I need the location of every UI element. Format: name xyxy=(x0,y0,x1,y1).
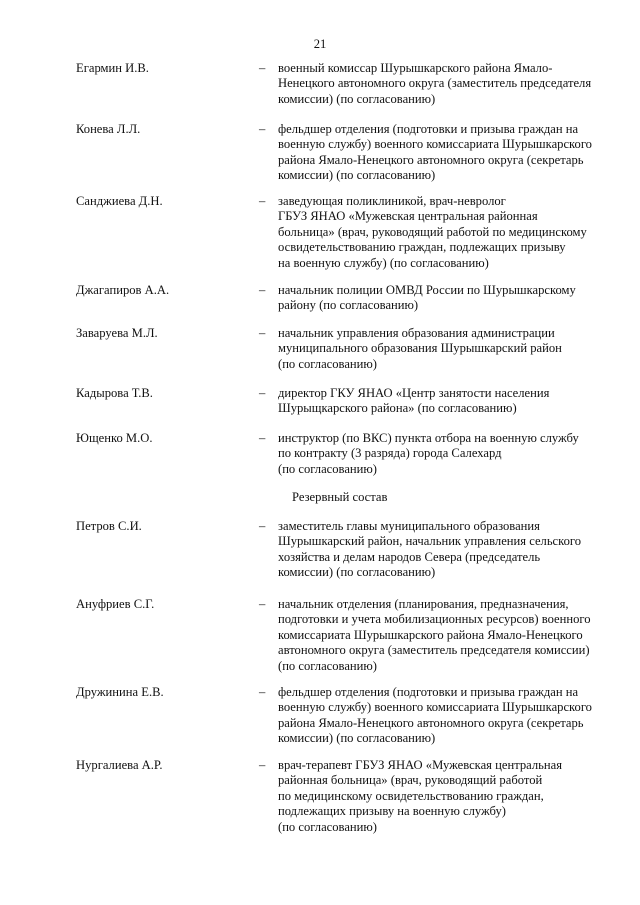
member-role: начальник полиции ОМВД России по Шурышкарскому району (по согласованию) xyxy=(278,283,576,313)
page-number: 21 xyxy=(313,37,327,51)
member-name: Санджиева Д.Н. xyxy=(76,194,163,208)
member-role: заместитель главы муниципального образования Шурышкарский район, начальник управления сельского хозяйства и делам народов Севера (председатель комиссии) (по согласованию) xyxy=(278,519,582,580)
dash-separator: – xyxy=(259,386,266,400)
member-name: Заваруева М.Л. xyxy=(76,326,158,340)
member-name: Дружинина Е.В. xyxy=(76,685,164,699)
member-role: заведующая поликлиникой, врач-невролог ГБУЗ ЯНАО «Мужевская центральная районная больница» (врач, руководящий работой по медицинскому освидетельствованию граждан, подлежащих призыву на военную службу) (по согласованию) xyxy=(278,194,587,270)
member-name: Конева Л.Л. xyxy=(76,122,141,136)
member-name: Кадырова Т.В. xyxy=(76,386,153,400)
section-heading-reserve: Резервный состав xyxy=(292,490,388,504)
dash-separator: – xyxy=(259,122,266,136)
member-role: военный комиссар Шурышкарского района Ямало- Ненецкого автономного округа (заместитель председателя комиссии) (по согласованию) xyxy=(278,61,592,106)
member-name: Ануфриев С.Г. xyxy=(76,597,155,611)
dash-separator: – xyxy=(259,61,266,75)
member-role: директор ГКУ ЯНАО «Центр занятости населения Шурыщкарского района» (по согласованию) xyxy=(278,386,550,416)
dash-separator: – xyxy=(259,758,266,772)
member-role: фельдшер отделения (подготовки и призыва граждан на военную службу) военного комиссариата Шурышкарского района Ямало-Ненецкого автономного округа (секретарь комиссии) (по согласованию) xyxy=(278,122,592,183)
member-name: Ющенко М.О. xyxy=(76,431,153,445)
member-role: начальник отделения (планирования, предназначения, подготовки и учета мобилизационных ресурсов) военного комиссариата Шурышкарского района Ямало-Ненецкого автономного округа (заместитель председателя комиссии) (по согласованию) xyxy=(278,597,591,673)
dash-separator: – xyxy=(259,431,266,445)
member-role: начальник управления образования администрации муниципального образования Шурышкарский район (по согласованию) xyxy=(278,326,562,371)
member-name: Нургалиева А.Р. xyxy=(76,758,163,772)
dash-separator: – xyxy=(259,283,266,297)
dash-separator: – xyxy=(259,194,266,208)
member-role: врач-терапевт ГБУЗ ЯНАО «Мужевская центральная районная больница» (врач, руководящий работой по медицинскому освидетельствованию граждан, подлежащих призыву на военную службу) (по согласованию) xyxy=(278,758,562,834)
dash-separator: – xyxy=(259,326,266,340)
member-role: инструктор (по ВКС) пункта отбора на военную службу по контракту (3 разряда) города Салехард (по согласованию) xyxy=(278,431,579,476)
member-role: фельдшер отделения (подготовки и призыва граждан на военную службу) военного комиссариата Шурышкарского района Ямало-Ненецкого автономного округа (секретарь комиссии) (по согласованию) xyxy=(278,685,592,746)
dash-separator: – xyxy=(259,519,266,533)
member-name: Петров С.И. xyxy=(76,519,142,533)
member-name: Егармин И.В. xyxy=(76,61,149,75)
dash-separator: – xyxy=(259,685,266,699)
member-name: Джагапиров А.А. xyxy=(76,283,170,297)
dash-separator: – xyxy=(259,597,266,611)
